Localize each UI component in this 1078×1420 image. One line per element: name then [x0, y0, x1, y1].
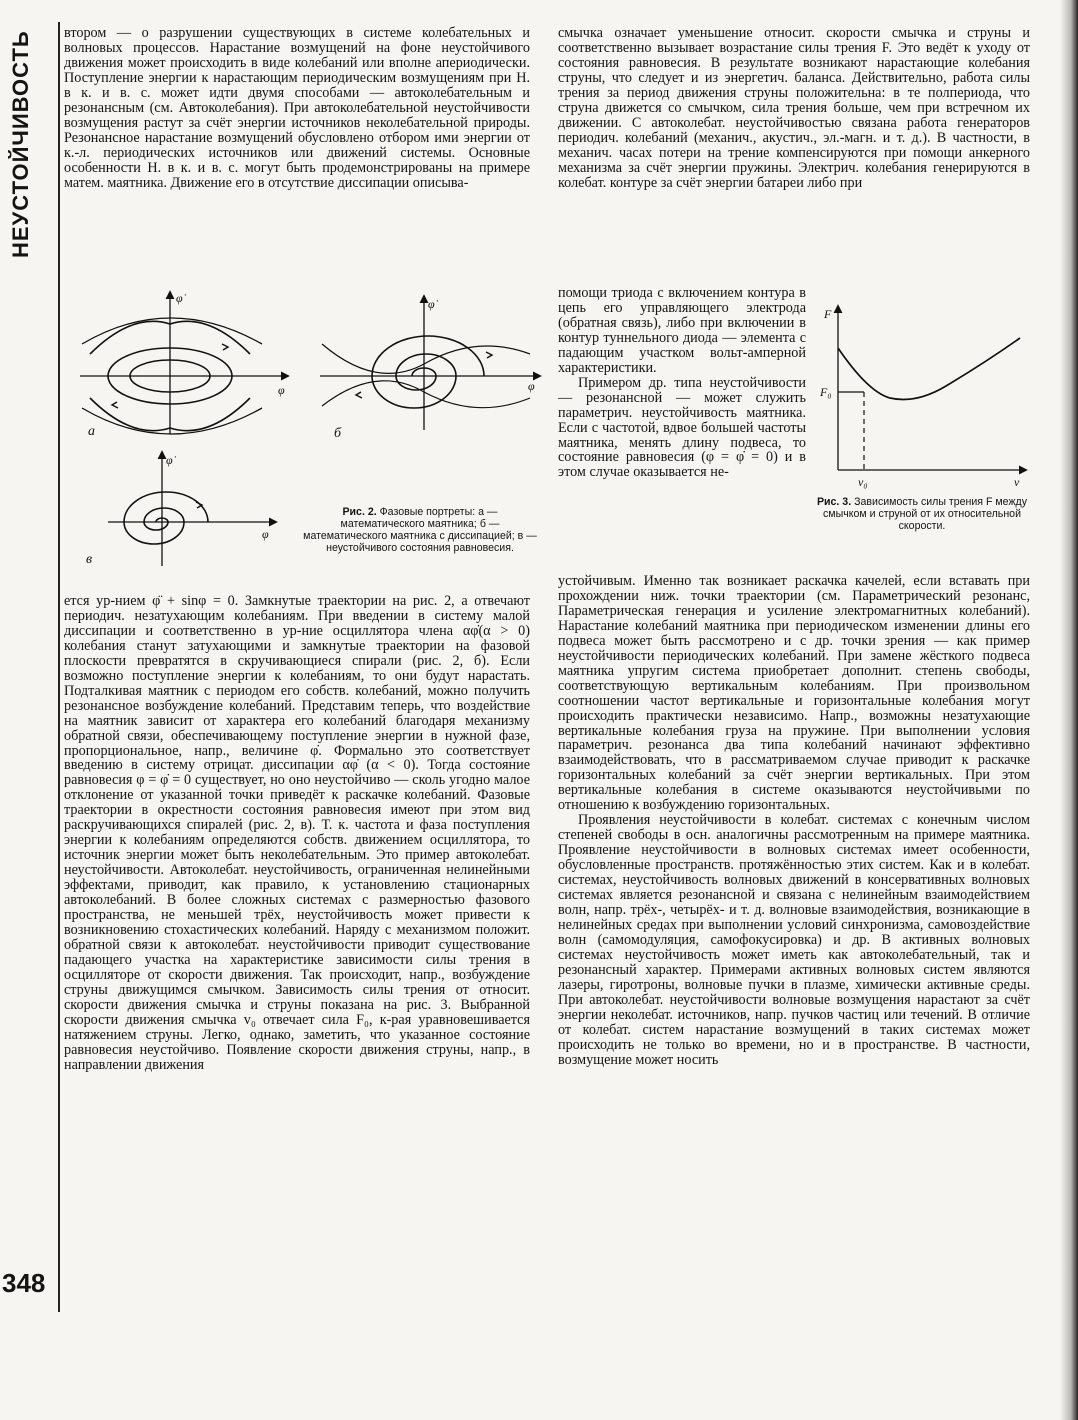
- axis-label-x: φ: [262, 527, 269, 541]
- running-head: НЕУСТОЙЧИВОСТЬ: [8, 30, 33, 258]
- axis-label-F: F: [824, 307, 832, 321]
- axis-label-x: φ: [528, 379, 535, 393]
- level-label-F0: F₀: [820, 385, 832, 399]
- figure-2b-phase-portrait: [316, 294, 542, 434]
- right-column-bottom: [558, 574, 1030, 1067]
- paragraph: втором — о разрушении существующих в системе колебательных и волновых процессов. Нарастание возмущений на фоне неустойчивого движения может происходить в виде колебаний или вполне апериодически. Поступление энергии к нарастающим периодическим возмущениям при Н. в к. и в. с. может идти двумя способами — автоколебательным и резонансным (см. Автоколебания). При автоколебательной неустойчивости возмущения растут за счёт энергии источников неколебательной природы. Резонансное нарастание возмущений обусловлено отбором ими энергии от к.-л. периодических источников или движений системы. Основные особенности Н. в к. и в. с. могут быть продемонстрированы на примере матем. маятника. Движение его в отсутствие диссипации описыва-: [64, 25, 530, 191]
- figure-3-friction-curve: [816, 300, 1030, 490]
- page-edge-shadow: [1060, 0, 1078, 1420]
- left-column-top: [64, 26, 530, 190]
- caption-label: Рис. 2.: [342, 506, 377, 518]
- caption-label: Рис. 3.: [816, 496, 852, 508]
- axis-label-v: v: [1014, 475, 1020, 489]
- paragraph: устойчивым. Именно так возникает раскачка качелей, если вставать при прохождении ниж. точки траектории (см. Параметрический резонанс, Параметрическая генерация и усиление электромагнитных колебаний). Нарастание колебаний маятника при периодическом изменении длины его подвеса может быть рассмотрено и с др. точки зрения — как пример неустойчивости периодических колебаний. При замене жёсткого подвеса маятника упругим система приобретает дополнит. степень свободы, соответствующую вертикальным колебаниям. При произвольном соотношении частот вертикальные и горизонтальные колебания могут происходить практически независимо. Напр., возможны незатухающие вертикальные колебания груза на пружине. При выполнении условия параметрич. резонанса два типа колебаний начинают эффективно взаимодействовать, что в рассматриваемом случае приводит к раскачке горизонтальных колебаний за счёт энергии вертикальных. При этом вертикальные колебания в системе оказываются неустойчивыми по отношению к возбуждению горизонтальных.: [558, 573, 1030, 814]
- left-column-bottom: [64, 594, 530, 1073]
- page-number: 348: [2, 1268, 46, 1298]
- right-column-middle: [558, 286, 806, 480]
- figure-3-caption: [814, 496, 1030, 532]
- paragraph: Примером др. типа неустойчивости — резонансной — может служить параметрич. неустойчивость маятника. Если с частотой, вдвое большей частоты маятника, менять длину подвеса, то состояние равновесия (φ = φ̇ = 0) и в этом случае оказывается не-: [558, 374, 806, 481]
- panel-label-c: в: [86, 552, 93, 567]
- caption-text: Фазовые портреты: а — математического маятника; б — математического маятника с диссипацией; в — неустойчивого состояния равновесия.: [303, 506, 537, 554]
- margin-rule: [58, 22, 60, 1312]
- figure-2c-phase-portrait: [104, 450, 280, 570]
- paragraph: помощи триода с включением контура в цепь его управляющего электрода (обратная связь), либо при включении в контур туннельного диода — элемента с падающим участком вольт-амперной характеристики.: [558, 285, 806, 376]
- axis-label-y: φ̇: [176, 291, 183, 305]
- right-column-top: [558, 26, 1030, 190]
- paragraph: Проявления неустойчивости в колебат. системах с конечным числом степеней свободы в осн. аналогичны рассмотренным на примере маятника. Проявление неустойчивости в волновых системах имеет особенности, обусловленные пространств. протяжённостью этих систем. Как и в колебат. системах, неустойчивость волновых движений в консервативных волновых системах является резонансной и связана с нелинейным взаимодействием волн, напр. трёх-, четырёх- и т. д. волновые взаимодействия, возникающие в нелинейных средах при выполнении условий синхронизма, самовоздействие волн (самомодуляция, самофокусировка) и др. В активных волновых системах неустойчивость может иметь как автоколебательный, так и резонансный характер. Примерами активных волновых систем являются лазеры, гиротроны, волновые пучки в плазме, химически активные среды. При автоколебат. неустойчивости волновые возмущения нарастают за счёт энергии неколебат. источников, напр. пучков частиц или течений. В отличие от колебат. систем нарастание возмущений в таких системах может происходить не только во времени, но и в пространстве. В частности, возмущение может носить: [558, 812, 1030, 1068]
- axis-label-x: φ: [278, 383, 285, 397]
- axis-label-y: φ̇: [428, 297, 435, 311]
- paragraph: ется ур-нием φ̈ + sinφ = 0. Замкнутые траектории на рис. 2, а отвечают периодич. незатухающим колебаниям. При введении в систему малой диссипации и соответственно в ур-ние осциллятора члена αφ̇(α > 0) колебания станут затухающими и замкнутые траектории на фазовой плоскости превратятся в скручивающиеся спирали (рис. 2, б). Если возможно поступление энергии к колебаниям, то они будут нарастать. Подталкивая маятник с периодом его собств. колебаний, можно получить резонансное возбуждение колебаний. Представим теперь, что воздействие на маятник зависит от характера его колебаний благодаря механизму обратной связи, обеспечивающему поступление энергии в нужной фазе, пропорциональное, напр., величине φ̇. Формально это соответствует введению в систему отрицат. диссипации αφ̇ (α < 0). Тогда состояние равновесия φ = φ̇ = 0 существует, но оно неустойчиво — сколь угодно малое отклонение от указанной точки приведёт к раскачке колебаний. Фазовые траектории в окрестности состояния равновесия имеют при этом вид раскручивающихся спиралей (рис. 2, в). Т. к. частота и фаза поступления энергии к колебаниям определяются собств. движением осциллятора, то источник энергии может быть неколебательным. Это пример автоколебат. неустойчивости. Автоколебат. неустойчивость, ограниченная нелинейными эффектами, приводит, как правило, к установлению стационарных автоколебаний. В более сложных системах с размерностью фазового пространства, не меньшей трёх, неустойчивость может привести к возникновению стохастических колебаний. Наряду с механизмом положит. обратной связи к автоколебат. неустойчивости приводит существование падающего участка на характеристике зависимости силы трения в осцилляторе от скорости движения. Так происходит, напр., возбуждение струны движущимся смычком. Зависимость силы трения от относит. скорости движения смычка и струны показана на рис. 3. Выбранной скорости движения смычка v₀ отвечает сила F₀, к-рая уравновешивается натяжением струны. Легко, однако, заметить, что указанное состояние равновесия неустойчиво. Появление скорости движения струны, напр., в направлении движения: [64, 593, 530, 1073]
- figure-2-caption: [300, 506, 540, 554]
- figure-2a-phase-portrait: [72, 284, 292, 444]
- panel-label-a: а: [88, 424, 95, 439]
- paragraph: смычка означает уменьшение относит. скорости смычка и струны и соответственно вызывает возрастание силы трения F. Это ведёт к уходу от состояния равновесия. В результате возникают нарастающие колебания струны, что следует и из энергетич. баланса. Действительно, работа силы трения за период движения струны положительна: в те полпериода, что струна движется со смычком, сила трения больше, чем при встречном их движении. С автоколебат. неустойчивостью связана работа генераторов периодич. колебаний (механич., акустич., эл.-магн. и т. д.). В частности, в механич. часах потери на трение компенсируются при помощи анкерного механизма за счёт энергии пружины. Электрич. колебания генерируются в колебат. контуре за счёт энергии батареи либо при: [558, 25, 1030, 191]
- axis-label-y: φ̇: [166, 453, 173, 467]
- caption-text: Зависимость силы трения F между смычком и струной от их относительной скорости.: [823, 496, 1028, 532]
- panel-label-b: б: [334, 426, 342, 441]
- point-label-v0: v₀: [858, 475, 868, 489]
